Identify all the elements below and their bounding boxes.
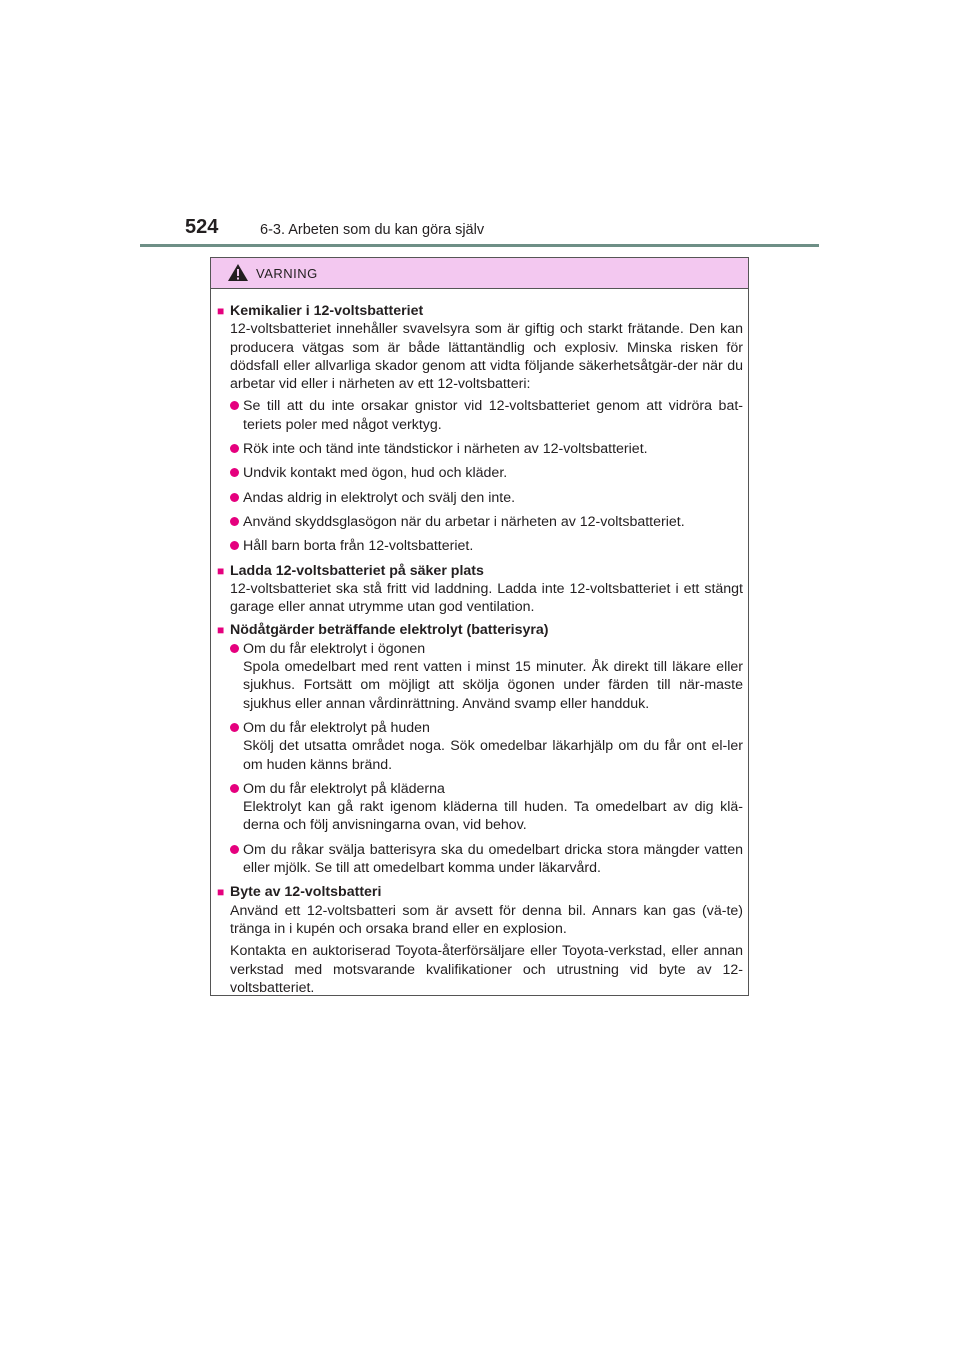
section-heading (217, 562, 743, 580)
bullet-text (243, 489, 743, 507)
square-bullet-icon: ■ (217, 563, 225, 578)
round-bullet-icon (230, 468, 239, 477)
round-bullet-icon (230, 644, 239, 653)
bullet-body: Håll barn borta från 12-voltsbatteriet. (243, 538, 474, 555)
bullet-text (243, 841, 743, 878)
bullet-item (230, 719, 743, 774)
warning-triangle-icon (227, 263, 249, 282)
section-title: 6-3. Arbeten som du kan göra själv (260, 222, 485, 238)
bullet-text (243, 397, 743, 434)
section-heading-text: Ladda 12-voltsbatteriet på säker plats (230, 562, 484, 579)
bullet-item (230, 513, 743, 531)
page-number: 524 (185, 216, 219, 238)
bullet-body: Se till att du inte orsakar gnistor vid 12-voltsbatteriet genom att vidröra bat-teriets poler med något verktyg. (243, 398, 743, 433)
bullet-body: Spola omedelbart med rent vatten i minst 15 minuter. Åk direkt till läkare eller sjukhus. Fortsätt om möjligt att skölja ögonen under färden till när-maste sjukhus eller annan vårdinrättning. Använd svamp eller handduk. (243, 659, 743, 712)
bullet-text (243, 464, 743, 482)
bullet-item (230, 841, 743, 878)
warning-body (211, 289, 748, 997)
bullet-body: Andas aldrig in elektrolyt och svälj den inte. (243, 489, 516, 506)
section-heading-text: Nödåtgärder beträffande elektrolyt (batterisyra) (230, 622, 549, 639)
bullet-item (230, 640, 743, 713)
header-rule (140, 244, 819, 247)
bullet-heading: Om du får elektrolyt på kläderna (243, 780, 445, 797)
bullet-text (243, 640, 743, 713)
section-heading (217, 302, 743, 320)
square-bullet-icon: ■ (217, 885, 225, 900)
round-bullet-icon (230, 444, 239, 453)
page-header (0, 0, 960, 250)
round-bullet-icon (230, 401, 239, 410)
square-bullet-icon: ■ (217, 623, 225, 638)
bullet-text (243, 780, 743, 835)
bullet-item (230, 489, 743, 507)
bullet-body: Undvik kontakt med ögon, hud och kläder. (243, 465, 508, 482)
bullet-item (230, 537, 743, 555)
bullet-body: Skölj det utsatta området noga. Sök omedelbar läkarhjälp om du får ont el-ler om huden känns bränd. (243, 738, 743, 773)
bullet-body: Rök inte och tänd inte tändstickor i närheten av 12-voltsbatteriet. (243, 441, 648, 458)
square-bullet-icon: ■ (217, 304, 225, 318)
bullet-item (230, 464, 743, 482)
bullet-text (243, 513, 743, 531)
section-heading (217, 883, 743, 901)
bullet-item (230, 440, 743, 458)
section-heading (217, 621, 743, 639)
bullet-item (230, 780, 743, 835)
bullet-heading: Om du får elektrolyt på huden (243, 719, 430, 736)
bullet-text (243, 537, 743, 555)
paragraph: Använd ett 12-voltsbatteri som är avsett för denna bil. Annars kan gas (vä-te) tränga in i kupén och orsaka brand eller en explosion. (230, 902, 743, 937)
round-bullet-icon (230, 723, 239, 732)
bullet-body: Använd skyddsglasögon när du arbetar i närheten av 12-voltsbatteriet. (243, 513, 685, 530)
bullet-body: Om du råkar svälja batterisyra ska du omedelbart dricka stora mängder vatten eller mjölk. Se till att omedelbart komma under läkarvård. (243, 841, 743, 877)
round-bullet-icon (230, 517, 239, 526)
warning-header (211, 258, 748, 289)
bullet-text (243, 719, 743, 774)
section-heading-text: Kemikalier i 12-voltsbatteriet (230, 303, 424, 319)
warning-label: VARNING (256, 266, 318, 281)
warning-section (217, 621, 743, 877)
paragraph: Kontakta en auktoriserad Toyota-återförsäljare eller Toyota-verkstad, eller annan verkstad med motsvarande kvalifikationer och utrustning vid byte av 12-voltsbatteriet. (230, 943, 743, 996)
warning-section (217, 562, 743, 617)
round-bullet-icon (230, 541, 239, 550)
section-heading-text: Byte av 12-voltsbatteri (230, 884, 382, 901)
paragraph: 12-voltsbatteriet innehåller svavelsyra som är giftig och starkt frätande. Den kan producera vätgas som är både lättantändlig och explosiv. Minska risken för dödsfall eller allvarliga skador genom att vidta följande säkerhetsåtgär-der när du arbetar vid eller i närheten av ett 12-voltsbatteri: (230, 321, 743, 393)
round-bullet-icon (230, 845, 239, 854)
bullet-heading: Om du får elektrolyt i ögonen (243, 640, 426, 657)
round-bullet-icon (230, 784, 239, 793)
bullet-text (243, 440, 743, 458)
bullet-item (230, 397, 743, 434)
paragraph: 12-voltsbatteriet ska stå fritt vid laddning. Ladda inte 12-voltsbatteriet i ett stängt garage eller annat utrymme utan god ventilation. (230, 580, 743, 616)
warning-section (217, 302, 743, 556)
warning-box (210, 257, 749, 996)
warning-section (217, 883, 743, 997)
round-bullet-icon (230, 493, 239, 502)
bullet-body: Elektrolyt kan gå rakt igenom kläderna till huden. Ta omedelbart av dig klä-derna och följ anvisningarna ovan, vid behov. (243, 799, 743, 834)
